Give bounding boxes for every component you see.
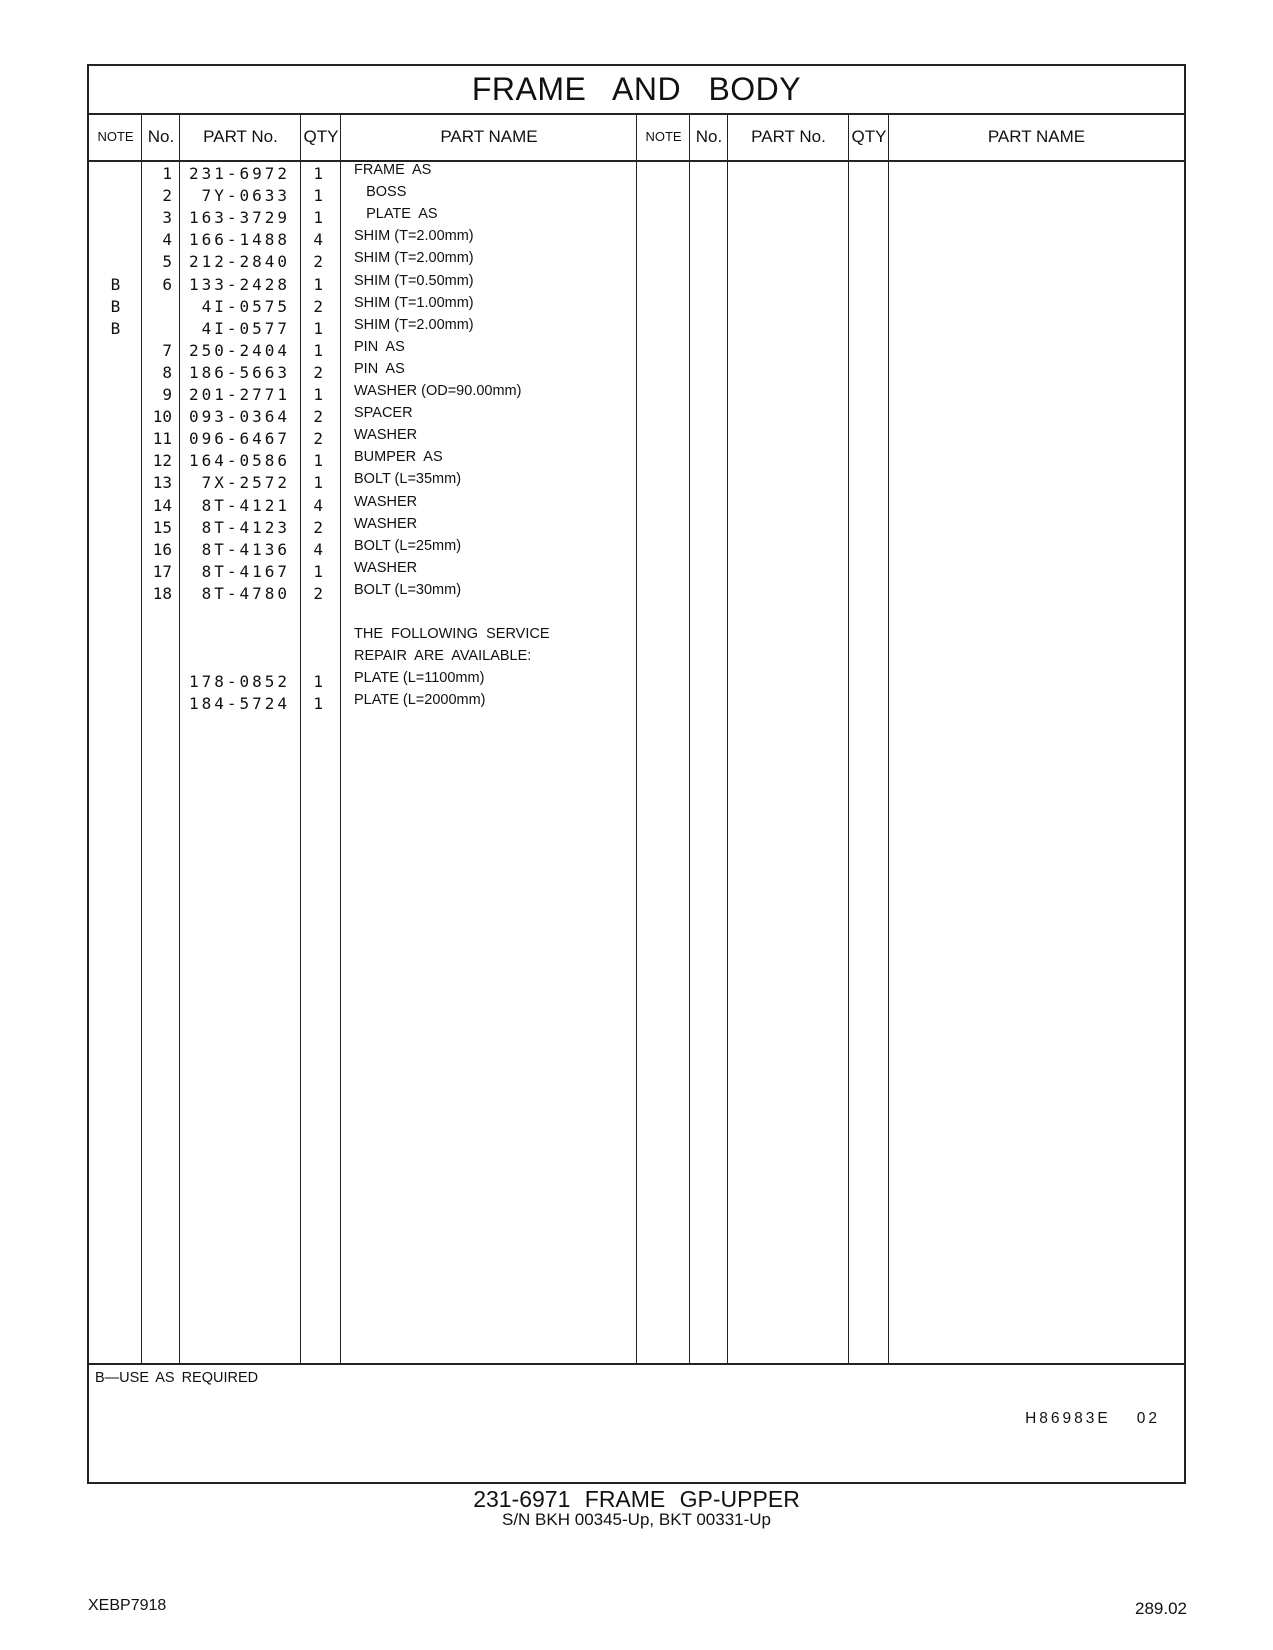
table-row [89, 383, 649, 406]
table-row [89, 648, 649, 671]
part-number-cell: 4I-0577 [201, 318, 290, 338]
part-number-cell: 7Y-0633 [201, 186, 290, 206]
quantity-cell: 1 [313, 473, 323, 493]
part-name-cell: WASHER (OD=90.00mm) [354, 383, 522, 399]
item-number-cell: 3 [162, 208, 172, 228]
quantity-cell: 2 [313, 429, 323, 449]
part-name-cell: SHIM (T=2.00mm) [354, 250, 474, 267]
part-number-cell: 164-0586 [188, 451, 290, 471]
item-number-cell: 12 [152, 451, 172, 471]
page-number: 289.02 [1135, 1599, 1187, 1618]
table-row [89, 582, 649, 605]
table-row [89, 560, 649, 583]
part-number-cell: 093-0364 [188, 407, 290, 427]
part-name-cell: SHIM (T=2.00mm) [354, 316, 474, 333]
table-row [89, 471, 649, 494]
part-name-cell: WASHER [354, 559, 418, 576]
part-number-cell: 8T-4121 [201, 495, 290, 515]
item-number-cell: 13 [152, 473, 172, 493]
part-number-cell: 212-2840 [188, 252, 290, 272]
quantity-cell: 1 [313, 451, 323, 471]
part-number-cell: 133-2428 [188, 274, 290, 294]
item-number-cell: 17 [152, 561, 172, 581]
part-name-cell: SPACER [354, 405, 413, 422]
part-name-cell: PLATE (L=1100mm) [354, 670, 485, 687]
quantity-cell: 2 [313, 252, 323, 272]
part-name-cell: WASHER [354, 427, 418, 444]
part-name-cell: BOLT (L=35mm) [354, 471, 462, 488]
col-qty-right: QTY [851, 127, 887, 146]
part-name-cell: REPAIR ARE AVAILABLE: [354, 648, 532, 665]
quantity-cell: 2 [313, 296, 323, 316]
table-row [89, 427, 649, 450]
note-cell: B [110, 296, 121, 316]
part-number-cell: 163-3729 [188, 208, 290, 228]
table-row [89, 162, 649, 185]
table-row [89, 339, 649, 362]
item-number-cell: 4 [162, 230, 172, 250]
table-title: FRAME AND BODY [89, 66, 1184, 115]
part-name-cell: PLATE (L=2000mm) [354, 692, 486, 709]
table-row [89, 228, 649, 251]
item-number-cell: 18 [152, 583, 172, 603]
part-name-cell: BUMPER AS [354, 449, 443, 466]
table-row [89, 273, 649, 296]
quantity-cell: 1 [313, 694, 323, 714]
col-note-right: NOTE [645, 129, 682, 144]
part-number-cell: 250-2404 [188, 340, 290, 360]
table-row [89, 516, 649, 539]
item-number-cell: 16 [152, 539, 172, 559]
part-name-cell: WASHER [354, 515, 418, 532]
col-no-right: No. [695, 127, 723, 146]
table-row [89, 449, 649, 472]
drawing-number: H86983E [1025, 1410, 1111, 1427]
part-name-cell: PIN AS [354, 338, 405, 355]
serial-range: S/N BKH 00345-Up, BKT 00331-Up [502, 1510, 771, 1529]
parts-list [89, 162, 1184, 1361]
item-number-cell: 14 [152, 495, 172, 515]
item-number-cell: 11 [152, 429, 172, 449]
part-number-cell: 7X-2572 [201, 473, 290, 493]
part-number-cell: 8T-4167 [201, 561, 290, 581]
item-number-cell: 6 [162, 274, 172, 294]
table-row [89, 317, 649, 340]
item-number-cell: 10 [152, 407, 172, 427]
col-partname-left: PART NAME [440, 127, 538, 146]
part-name-cell: BOLT (L=30mm) [354, 581, 462, 598]
part-number-cell: 178-0852 [188, 672, 290, 692]
table-row [89, 361, 649, 384]
note-cell: B [110, 274, 121, 294]
item-number-cell: 5 [162, 252, 172, 272]
part-name-cell: BOSS [354, 184, 407, 201]
table-row [89, 538, 649, 561]
quantity-cell: 1 [313, 164, 323, 183]
item-number-cell: 2 [162, 186, 172, 206]
part-number-cell: 4I-0575 [201, 296, 290, 316]
quantity-cell: 1 [313, 208, 323, 228]
table-row [89, 295, 649, 318]
part-name-cell: FRAME AS [354, 162, 432, 178]
quantity-cell: 1 [313, 561, 323, 581]
table-row [89, 604, 649, 627]
quantity-cell: 2 [313, 583, 323, 603]
col-partno-right: PART No. [751, 127, 826, 146]
table-row [89, 206, 649, 229]
table-row [89, 250, 649, 273]
table-row [89, 405, 649, 428]
table-row [89, 184, 649, 207]
item-number-cell: 1 [162, 164, 172, 183]
table-row [89, 692, 649, 715]
quantity-cell: 4 [313, 539, 323, 559]
quantity-cell: 1 [313, 340, 323, 360]
part-name-cell: PIN AS [354, 360, 405, 377]
table-row [89, 494, 649, 517]
quantity-cell: 2 [313, 517, 323, 537]
parts-table [87, 64, 1186, 1484]
item-number-cell: 9 [162, 385, 172, 404]
drawing-code [1025, 1410, 1160, 1428]
quantity-cell: 1 [313, 318, 323, 338]
table-row [89, 670, 649, 693]
part-name-cell: BOLT (L=25mm) [354, 537, 462, 554]
quantity-cell: 2 [313, 407, 323, 427]
part-number-cell: 096-6467 [188, 429, 290, 449]
part-number-cell: 8T-4123 [201, 517, 290, 537]
part-name-cell: THE FOLLOWING SERVICE [354, 626, 550, 643]
part-number-cell: 201-2771 [188, 385, 290, 404]
quantity-cell: 2 [313, 362, 323, 382]
col-qty-left: QTY [303, 127, 339, 146]
col-note-left: NOTE [97, 129, 134, 144]
col-partno-left: PART No. [203, 127, 278, 146]
document-id: XEBP7918 [88, 1597, 167, 1614]
table-row [89, 626, 649, 649]
drawing-revision: 02 [1136, 1410, 1160, 1427]
quantity-cell: 1 [313, 186, 323, 206]
part-name-cell: WASHER [354, 493, 418, 510]
col-partname-right: PART NAME [987, 127, 1086, 146]
part-name-cell: SHIM (T=1.00mm) [354, 294, 474, 311]
quantity-cell: 4 [313, 495, 323, 515]
col-no-left: No. [147, 127, 175, 146]
group-title: 231-6971 FRAME GP-UPPER [473, 1486, 800, 1512]
quantity-cell: 4 [313, 230, 323, 250]
part-name-cell: PLATE AS [354, 206, 438, 223]
part-number-cell: 184-5724 [188, 694, 290, 714]
footer-divider [89, 1363, 1184, 1365]
item-number-cell: 15 [152, 517, 172, 537]
part-number-cell: 8T-4780 [201, 583, 290, 603]
quantity-cell: 1 [313, 672, 323, 692]
part-number-cell: 231-6972 [188, 164, 290, 183]
part-number-cell: 8T-4136 [201, 539, 290, 559]
quantity-cell: 1 [313, 274, 323, 294]
part-number-cell: 166-1488 [188, 230, 290, 250]
part-number-cell: 186-5663 [188, 362, 290, 382]
part-name-cell: SHIM (T=0.50mm) [354, 272, 474, 289]
note-cell: B [110, 318, 121, 338]
item-number-cell: 7 [162, 340, 172, 360]
item-number-cell: 8 [162, 362, 172, 382]
part-name-cell: SHIM (T=2.00mm) [354, 228, 474, 245]
note-legend: B—USE AS REQUIRED [95, 1370, 259, 1386]
quantity-cell: 1 [313, 385, 323, 404]
